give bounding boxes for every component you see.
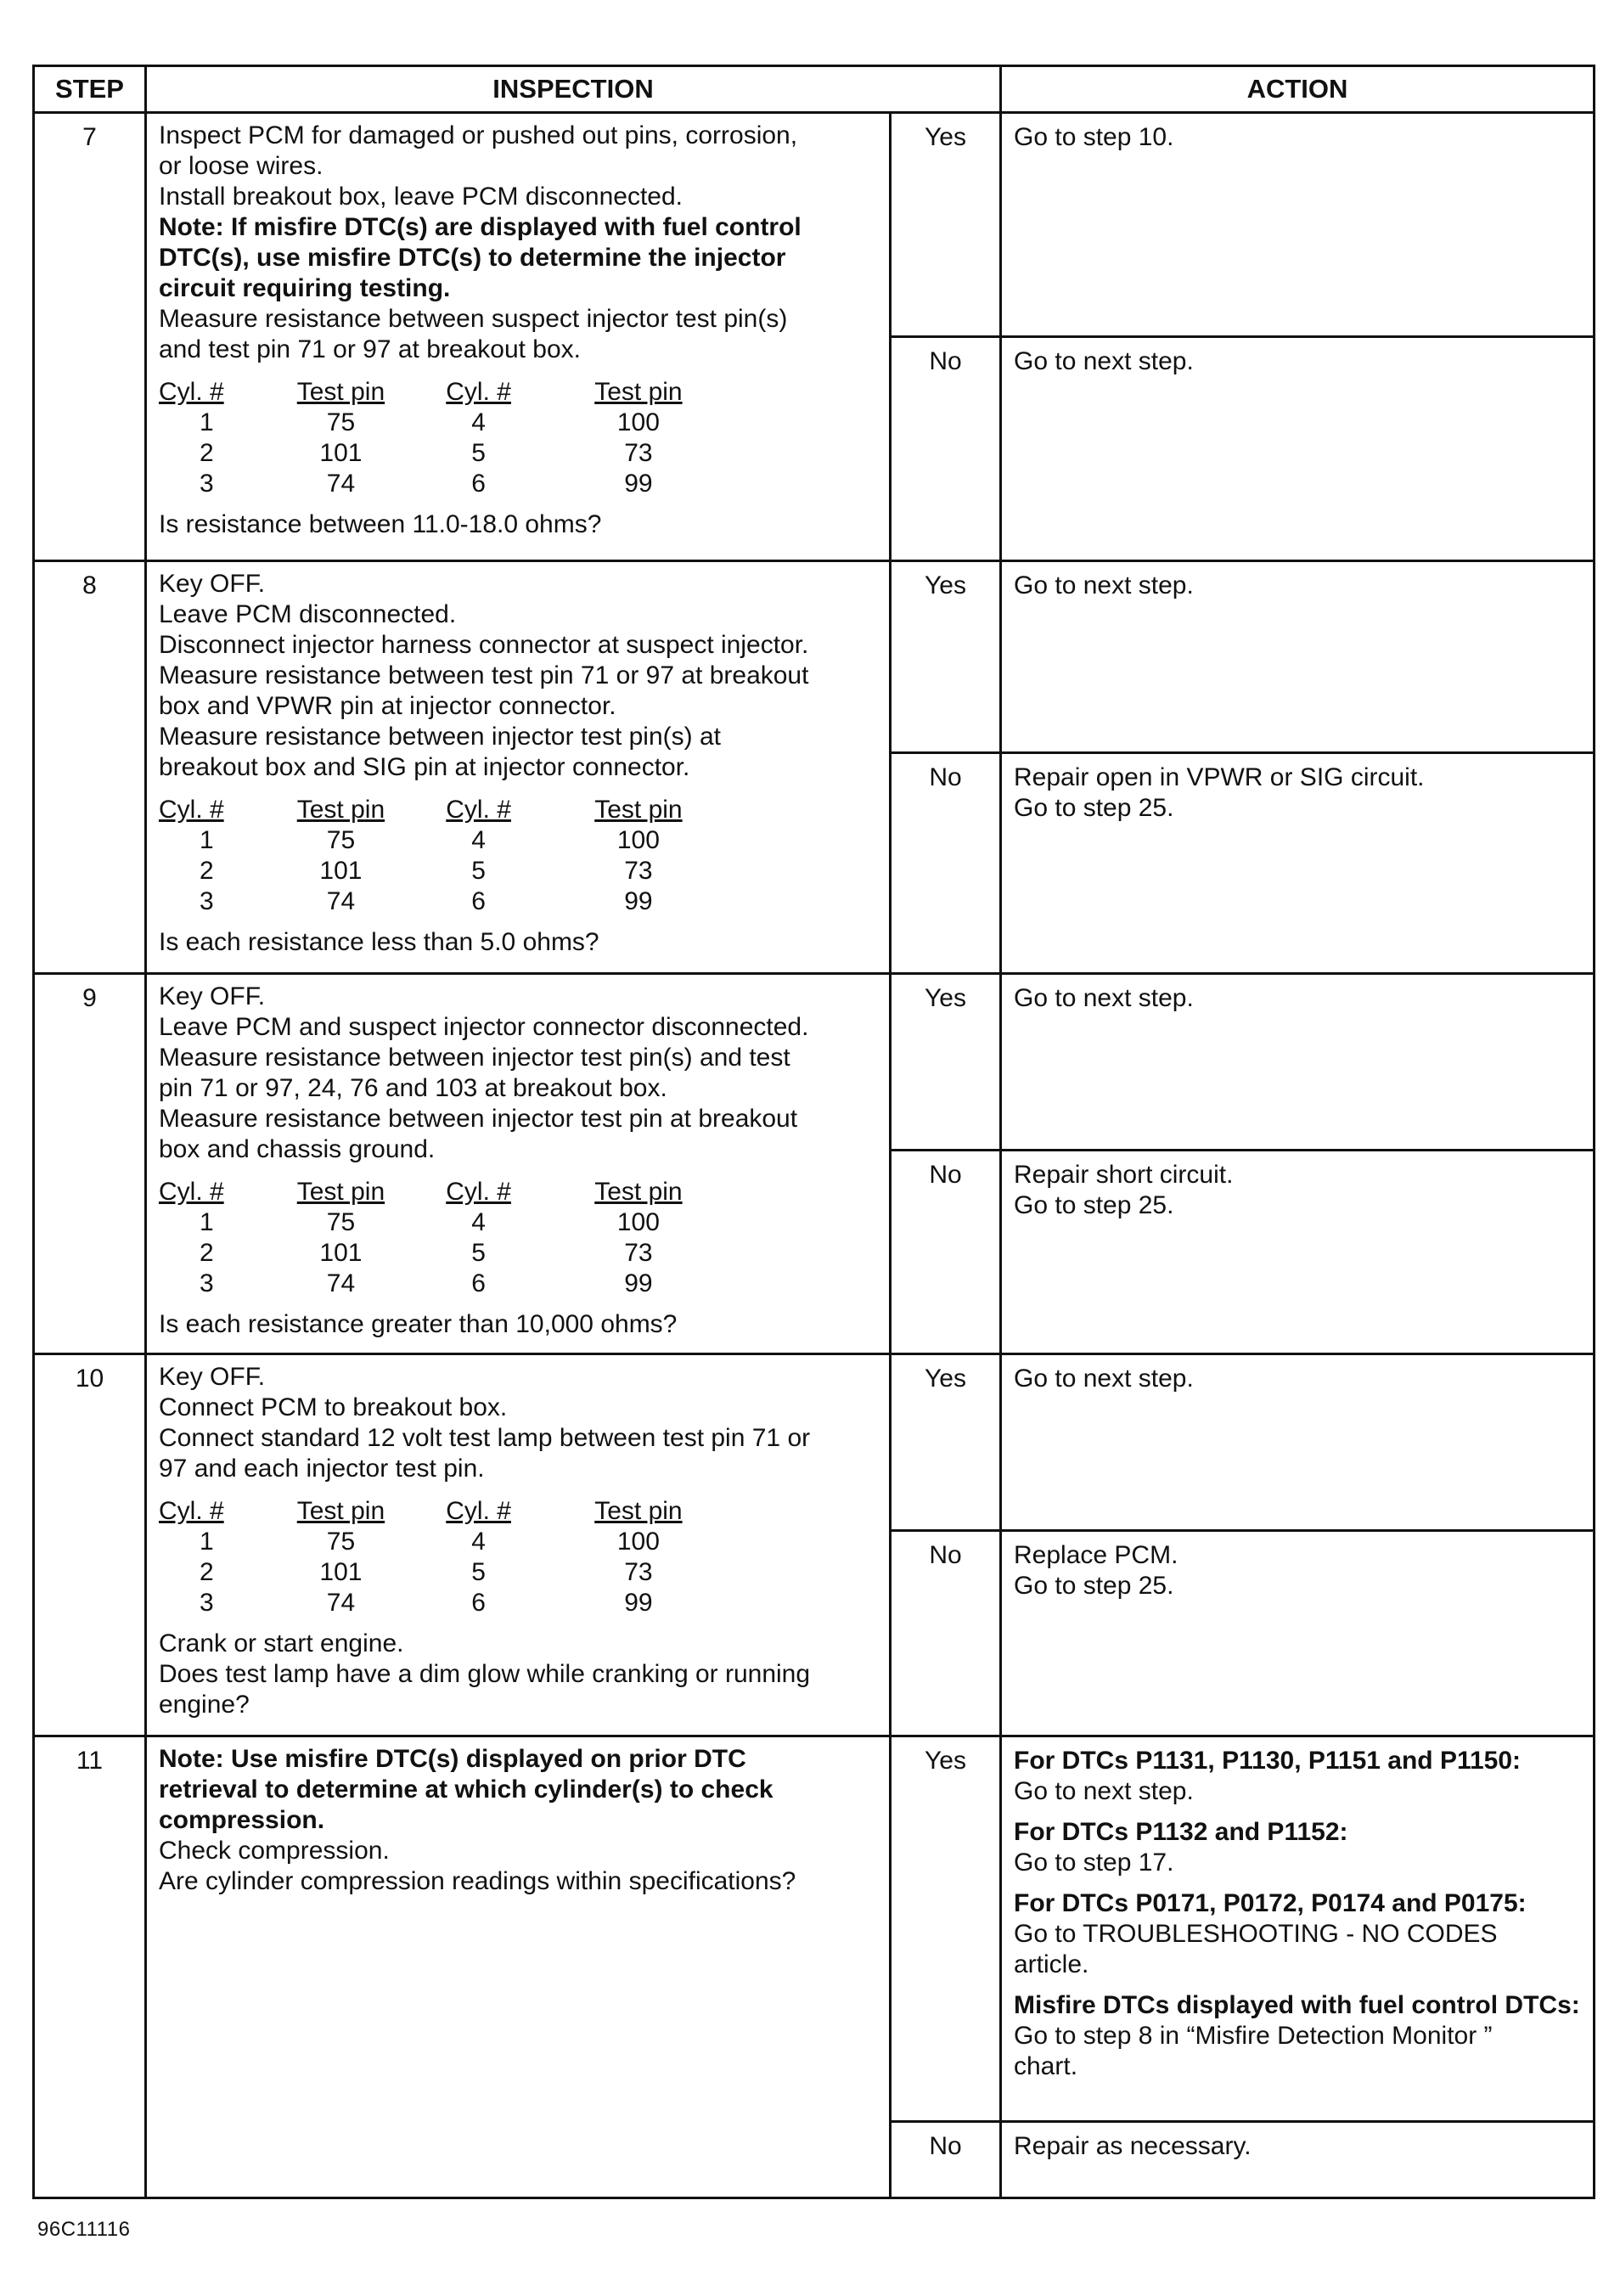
no-action <box>1001 1531 1595 1736</box>
action-group-head: For DTCs P1132 and P1152: <box>1014 1818 1348 1846</box>
pin-cell: 73 <box>624 1239 653 1267</box>
action-group <box>1014 1888 1581 1980</box>
action-group-body: article. <box>1014 1950 1089 1978</box>
cyl-cell: 6 <box>471 1269 486 1297</box>
pin-cell: 99 <box>624 1269 653 1297</box>
pin-header: Test pin <box>296 1178 385 1206</box>
pin-header: Test pin <box>296 796 385 824</box>
note-line: circuit requiring testing. <box>159 274 451 302</box>
pin-cell: 99 <box>624 470 653 498</box>
inspection-line: Connect PCM to breakout box. <box>159 1393 508 1421</box>
cylinder-pin-table <box>159 1496 736 1618</box>
cylinder-pin-table <box>159 795 736 917</box>
cyl-cell: 2 <box>200 439 214 467</box>
pin-cell: 100 <box>616 408 660 436</box>
cylinder-pin-table <box>159 1177 736 1299</box>
no-action: Repair as necessary. <box>1001 2122 1595 2198</box>
note-line: Note: Use misfire DTC(s) displayed on prior DTC <box>159 1745 746 1773</box>
inspection-line: or loose wires. <box>159 152 323 180</box>
no-action-line: Go to step 25. <box>1014 1191 1174 1219</box>
step-9-yes-row <box>34 974 1595 1151</box>
pin-cell: 74 <box>326 887 356 915</box>
pin-cell: 100 <box>616 826 660 854</box>
no-label: No <box>891 753 1001 974</box>
inspection-line: Key OFF. <box>159 1363 266 1391</box>
no-action-line: Repair open in VPWR or SIG circuit. <box>1014 763 1425 791</box>
yes-label: Yes <box>891 1736 1001 2122</box>
pin-cell: 75 <box>326 1528 356 1556</box>
cyl-cell: 5 <box>471 1558 486 1586</box>
question-line: Crank or start engine. <box>159 1629 404 1657</box>
cyl-cell: 1 <box>200 408 214 436</box>
step-10-yes-row <box>34 1354 1595 1531</box>
header-action: ACTION <box>1001 66 1595 113</box>
inspection-line: Measure resistance between suspect injector test pin(s) <box>159 305 788 333</box>
cyl-cell: 2 <box>200 1239 214 1267</box>
cyl-header: Cyl. # <box>446 796 511 824</box>
inspection-line: Leave PCM disconnected. <box>159 600 457 628</box>
cyl-header: Cyl. # <box>159 1497 224 1525</box>
inspection-line: Measure resistance between injector test pin(s) at <box>159 723 721 751</box>
yes-label: Yes <box>891 974 1001 1151</box>
yes-action: Go to next step. <box>1001 561 1595 753</box>
yes-action: Go to step 10. <box>1001 113 1595 337</box>
step-number: 7 <box>34 113 146 561</box>
pin-cell: 74 <box>326 470 356 498</box>
no-action <box>1001 753 1595 974</box>
question-line: Is resistance between 11.0-18.0 ohms? <box>159 510 602 538</box>
cyl-cell: 1 <box>200 1528 214 1556</box>
question-line: engine? <box>159 1691 250 1719</box>
no-label: No <box>891 337 1001 561</box>
cyl-cell: 6 <box>471 1589 486 1617</box>
no-label: No <box>891 2122 1001 2198</box>
header-inspection: INSPECTION <box>146 66 1001 113</box>
step-7-inspection <box>146 113 891 561</box>
figure-id: 96C11116 <box>37 2218 131 2241</box>
pin-cell: 73 <box>624 439 653 467</box>
cylinder-pin-table <box>159 377 736 499</box>
step-8-inspection <box>146 561 891 974</box>
cyl-cell: 6 <box>471 887 486 915</box>
cyl-header: Cyl. # <box>159 796 224 824</box>
pin-header: Test pin <box>594 1497 683 1525</box>
pin-header: Test pin <box>594 378 683 406</box>
no-action-line: Repair short circuit. <box>1014 1161 1234 1189</box>
cyl-cell: 5 <box>471 1239 486 1267</box>
question-line: Does test lamp have a dim glow while cranking or running <box>159 1660 811 1688</box>
pin-header: Test pin <box>296 1497 385 1525</box>
cyl-cell: 3 <box>200 1589 214 1617</box>
step-10-inspection <box>146 1354 891 1736</box>
step-7-yes-row <box>34 113 1595 337</box>
yes-action: Go to next step. <box>1001 974 1595 1151</box>
pin-cell: 73 <box>624 857 653 885</box>
pin-cell: 101 <box>319 1239 363 1267</box>
inspection-line: breakout box and SIG pin at injector connector. <box>159 753 690 781</box>
header-row <box>34 66 1595 113</box>
inspection-line: Disconnect injector harness connector at suspect injector. <box>159 631 809 659</box>
action-group <box>1014 1746 1581 1807</box>
note-line: DTC(s), use misfire DTC(s) to determine the injector <box>159 244 786 272</box>
step-11-inspection <box>146 1736 891 2198</box>
inspection-line: pin 71 or 97, 24, 76 and 103 at breakout box. <box>159 1074 667 1102</box>
no-label: No <box>891 1151 1001 1354</box>
question-line: Is each resistance greater than 10,000 ohms? <box>159 1310 678 1338</box>
inspection-line: Check compression. <box>159 1837 390 1865</box>
inspection-line: 97 and each injector test pin. <box>159 1455 485 1483</box>
note-line: compression. <box>159 1806 325 1834</box>
question-line: Are cylinder compression readings within specifications? <box>159 1867 796 1895</box>
pin-cell: 74 <box>326 1589 356 1617</box>
pin-cell: 101 <box>319 439 363 467</box>
pin-cell: 100 <box>616 1528 660 1556</box>
cyl-header: Cyl. # <box>446 1497 511 1525</box>
action-group-head: Misfire DTCs displayed with fuel control DTCs: <box>1014 1991 1580 2019</box>
cyl-cell: 1 <box>200 826 214 854</box>
step-9-inspection <box>146 974 891 1354</box>
cyl-cell: 5 <box>471 439 486 467</box>
note-line: retrieval to determine at which cylinder(s) to check <box>159 1775 773 1804</box>
no-action-line: Go to step 25. <box>1014 1572 1174 1600</box>
pin-cell: 99 <box>624 1589 653 1617</box>
cyl-cell: 4 <box>471 408 486 436</box>
action-group-body: chart. <box>1014 2052 1078 2080</box>
action-group-body: Go to next step. <box>1014 1777 1194 1805</box>
inspection-line: Install breakout box, leave PCM disconnected. <box>159 183 683 211</box>
cyl-header: Cyl. # <box>446 378 511 406</box>
inspection-line: box and chassis ground. <box>159 1135 436 1163</box>
no-action-line: Go to step 25. <box>1014 794 1174 822</box>
action-group <box>1014 1990 1581 2082</box>
step-number: 11 <box>34 1736 146 2198</box>
cyl-cell: 3 <box>200 887 214 915</box>
action-group-body: Go to step 8 in “Misfire Detection Monitor ” <box>1014 2022 1493 2050</box>
cyl-cell: 1 <box>200 1208 214 1236</box>
no-label: No <box>891 1531 1001 1736</box>
pin-cell: 75 <box>326 1208 356 1236</box>
pin-cell: 100 <box>616 1208 660 1236</box>
yes-label: Yes <box>891 113 1001 337</box>
cyl-cell: 4 <box>471 826 486 854</box>
inspection-line: Inspect PCM for damaged or pushed out pins, corrosion, <box>159 121 798 149</box>
inspection-line: Key OFF. <box>159 570 266 598</box>
step-number: 8 <box>34 561 146 974</box>
action-group-body: Go to step 17. <box>1014 1849 1174 1877</box>
step-number: 9 <box>34 974 146 1354</box>
inspection-line: and test pin 71 or 97 at breakout box. <box>159 335 582 363</box>
step-8-yes-row <box>34 561 1595 753</box>
inspection-line: Measure resistance between injector test pin at breakout <box>159 1105 798 1133</box>
header-step: STEP <box>34 66 146 113</box>
pin-header: Test pin <box>594 796 683 824</box>
cyl-header: Cyl. # <box>446 1178 511 1206</box>
pin-cell: 99 <box>624 887 653 915</box>
cyl-header: Cyl. # <box>159 378 224 406</box>
pin-cell: 75 <box>326 408 356 436</box>
yes-label: Yes <box>891 1354 1001 1531</box>
step-11-yes-row <box>34 1736 1595 2122</box>
cyl-cell: 3 <box>200 470 214 498</box>
pin-cell: 101 <box>319 1558 363 1586</box>
step-number: 10 <box>34 1354 146 1736</box>
inspection-line: Measure resistance between injector test pin(s) and test <box>159 1044 790 1072</box>
cyl-cell: 4 <box>471 1208 486 1236</box>
cyl-cell: 5 <box>471 857 486 885</box>
action-group-head: For DTCs P0171, P0172, P0174 and P0175: <box>1014 1889 1527 1917</box>
yes-action <box>1001 1736 1595 2122</box>
action-group <box>1014 1817 1581 1878</box>
cyl-cell: 2 <box>200 857 214 885</box>
yes-label: Yes <box>891 561 1001 753</box>
cyl-cell: 3 <box>200 1269 214 1297</box>
inspection-line: Connect standard 12 volt test lamp between test pin 71 or <box>159 1424 811 1452</box>
inspection-line: Leave PCM and suspect injector connector disconnected. <box>159 1013 809 1041</box>
pin-header: Test pin <box>296 378 385 406</box>
inspection-line: Key OFF. <box>159 982 266 1010</box>
question-line: Is each resistance less than 5.0 ohms? <box>159 928 599 956</box>
cyl-cell: 6 <box>471 470 486 498</box>
action-group-head: For DTCs P1131, P1130, P1151 and P1150: <box>1014 1747 1522 1775</box>
cyl-cell: 4 <box>471 1528 486 1556</box>
note-line: Note: If misfire DTC(s) are displayed with fuel control <box>159 213 802 241</box>
pin-cell: 74 <box>326 1269 356 1297</box>
pin-cell: 75 <box>326 826 356 854</box>
action-group-body: Go to TROUBLESHOOTING - NO CODES <box>1014 1920 1498 1948</box>
pin-cell: 101 <box>319 857 363 885</box>
inspection-line: box and VPWR pin at injector connector. <box>159 692 616 720</box>
no-action <box>1001 1151 1595 1354</box>
yes-action: Go to next step. <box>1001 1354 1595 1531</box>
cyl-header: Cyl. # <box>159 1178 224 1206</box>
pin-cell: 73 <box>624 1558 653 1586</box>
no-action: Go to next step. <box>1001 337 1595 561</box>
no-action-line: Replace PCM. <box>1014 1541 1178 1569</box>
cyl-cell: 2 <box>200 1558 214 1586</box>
pin-header: Test pin <box>594 1178 683 1206</box>
inspection-line: Measure resistance between test pin 71 or 97 at breakout <box>159 661 809 689</box>
diagnostic-table <box>32 65 1595 2199</box>
